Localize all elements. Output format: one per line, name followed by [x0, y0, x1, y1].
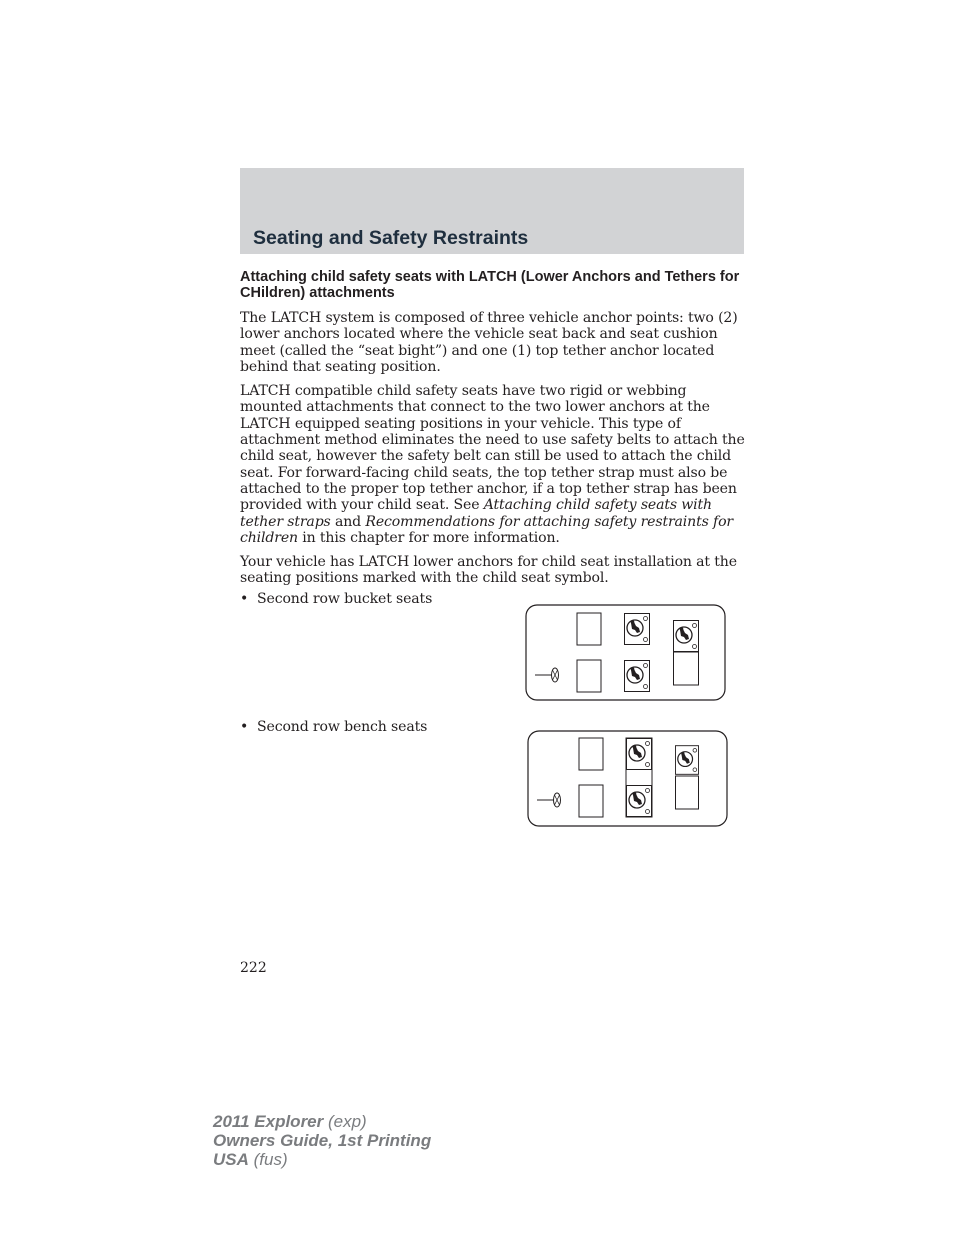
third-row-seat [674, 652, 699, 685]
driver-seat [577, 613, 601, 645]
footer-model-code: (exp) [323, 1112, 367, 1131]
footer-line-model [213, 1112, 431, 1131]
child-seat-icon [675, 746, 698, 775]
driver-seat [579, 738, 603, 770]
front-passenger-seat [579, 785, 603, 817]
child-seat-icon [627, 786, 652, 817]
child-seat-icon [625, 614, 650, 645]
third-row-seat [676, 776, 699, 809]
footer-line-guide [213, 1131, 431, 1150]
paragraph-latch-compatible [240, 383, 745, 546]
footer-market-code: (fus) [248, 1150, 288, 1169]
bullet-marker: • [240, 591, 249, 607]
child-seat-icon [625, 661, 650, 692]
paragraph-text: LATCH compatible child safety seats have two rigid or webbing mounted attachments that connect to the two lower anchors at the LATCH equipped seating positions in your vehicle. This type of attachment method eliminates the need to use safety belts to attach the child seat, however the safety belt can still be used to attach the child seat. For forward-facing child seats, the top tether strap must also be attached to the proper top tether anchor, if a top tether strap has been provided with your child seat. See [240, 383, 745, 514]
section-header-band [240, 168, 744, 254]
main-content [240, 269, 745, 595]
cross-reference-recommendations: Recommendations for attaching safety restraints for children [240, 513, 733, 546]
footer-guide: Owners Guide, 1st Printing [213, 1131, 432, 1150]
bench-seats-diagram [527, 730, 729, 828]
footer-market: USA [213, 1150, 249, 1169]
child-seat-icon [674, 621, 699, 652]
cross-reference-tether-straps: Attaching child safety seats with tether straps [240, 497, 712, 530]
front-passenger-seat [577, 660, 601, 692]
footer-line-market [213, 1150, 431, 1169]
bullet-label: Second row bucket seats [257, 591, 433, 607]
child-seat-icon [627, 739, 652, 770]
section-heading: Attaching child safety seats with LATCH (Lower Anchors and Tethers for CHildren) attachments [240, 269, 740, 301]
paragraph-text: and [330, 513, 366, 530]
bullet-bench-seats [240, 719, 427, 735]
paragraph-latch-system: The LATCH system is composed of three vehicle anchor points: two (2) lower anchors located where the vehicle seat back and seat cushion meet (called the “seat bight”) and one (1) top tether anchor located behind that seating position. [240, 310, 738, 375]
paragraph-text: in this chapter for more information. [297, 529, 560, 546]
bullet-marker: • [240, 719, 249, 735]
document-footer [213, 1112, 431, 1169]
footer-model: 2011 Explorer [213, 1112, 324, 1131]
paragraph-lower-anchors: Your vehicle has LATCH lower anchors for child seat installation at the seating positions marked with the child seat symbol. [240, 554, 737, 587]
bucket-seats-diagram [525, 604, 727, 702]
bullet-bucket-seats [240, 591, 432, 607]
page-title: Seating and Safety Restraints [253, 227, 529, 249]
page-number: 222 [240, 960, 267, 976]
bullet-label: Second row bench seats [257, 719, 428, 735]
